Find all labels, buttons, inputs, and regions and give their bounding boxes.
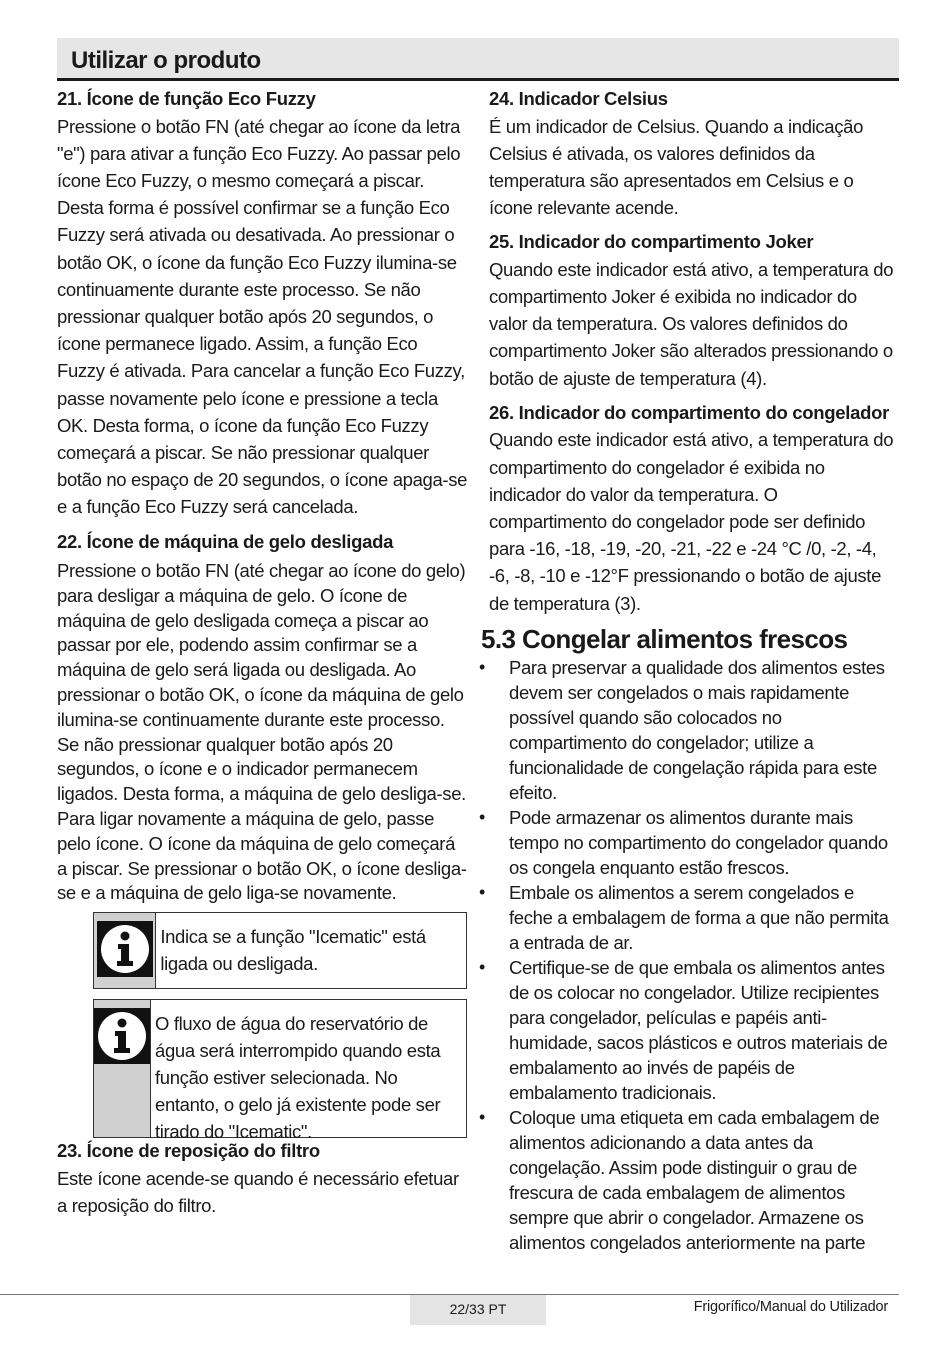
section-23-body: Este ícone acende-se quando é necessário efetuar a reposição do filtro. <box>57 1167 459 1216</box>
list-item: • Para preservar a qualidade dos alimentos estes devem ser congelados o mais rapidamente possível quando são colocados no compartimento do congelador; utilize a funcionalidade de congelação rápida para este efeito. <box>479 656 885 803</box>
list-item: • Embale os alimentos a serem congelados e feche a embalagem de forma a que não permita a entrada de ar. <box>479 881 889 953</box>
page-title: Utilizar o produto <box>71 47 261 74</box>
info-note-water-flow <box>93 999 467 1143</box>
info-icon <box>97 921 153 982</box>
info-note-icematic <box>93 912 467 989</box>
section-25-title: 25. Indicador do compartimento Joker <box>489 231 814 253</box>
section-24-body: É um indicador de Celsius. Quando a indicação Celsius é ativada, os valores definidos da temperatura são apresentados em Celsius e o ícone relevante acende. <box>489 115 864 219</box>
list-item: • Coloque uma etiqueta em cada embalagem de alimentos adicionando a data antes da congelação. Assim pode distinguir o grau de frescura de cada embalagem de alimentos sempre que abrir o congelador. Armazene os alimentos congelados anteriormente na parte <box>479 1106 880 1253</box>
section-22-title: 22. Ícone de máquina de gelo desligada <box>57 530 394 552</box>
info-icon-box <box>94 1000 151 1137</box>
list-item: • Pode armazenar os alimentos durante mais tempo no compartimento do congelador quando os congela enquanto estão frescos. <box>479 806 888 878</box>
info-icon <box>94 1008 150 1069</box>
note-text: O fluxo de água do reservatório de água será interrompido quando esta função estiver selecionada. No entanto, o gelo já existente pode ser tirado do "Icematic". <box>155 1013 441 1143</box>
right-column <box>479 86 899 1255</box>
manual-title: Frigorífico/Manual do Utilizador <box>693 1299 888 1315</box>
section-26-title: 26. Indicador do compartimento do congelador <box>489 401 890 423</box>
page-header <box>57 38 899 81</box>
section-21-title: 21. Ícone de função Eco Fuzzy <box>57 88 316 109</box>
section-23-title: 23. Ícone de reposição do filtro <box>57 1140 320 1162</box>
page-number: 22/33 PT <box>410 1295 546 1325</box>
section-5-3-title: 5.3 Congelar alimentos frescos <box>481 623 848 654</box>
section-25-body: Quando este indicador está ativo, a temperatura do compartimento Joker é exibida no indicador do valor da temperatura. Os valores definidos do compartimento Joker são alterados pressionando o botão de ajuste de temperatura (4). <box>489 258 894 389</box>
info-icon-box <box>94 913 156 988</box>
section-24-title: 24. Indicador Celsius <box>489 88 668 109</box>
freezing-tips-list <box>479 655 899 1255</box>
list-item: • Certifique-se de que embala os alimentos antes de os colocar no congelador. Utilize recipientes para congelador, películas e papéis anti-humidade, sacos plásticos e outros materiais de embalamento ao invés de papéis de embalamento tradicionais. <box>479 956 888 1103</box>
section-22-body: Pressione o botão FN (até chegar ao ícone do gelo) para desligar a máquina de gelo. O ícone de máquina de gelo desligada começa a piscar ao passar por ele, podendo assim confirmar se a máquina de gelo será ligada ou desligada. Ao pressionar o botão OK, o ícone da máquina de gelo ilumina-se continuamente durante este processo. Se não pressionar qualquer botão após 20 segundos, o ícone e o indicador permanecem ligados. Desta forma, a máquina de gelo desliga-se. Para ligar novamente a máquina de gelo, passe pelo ícone. O ícone da máquina de gelo começará a piscar. Se pressionar o botão OK, o ícone desliga-se e a máquina de gelo liga-se novamente. <box>57 560 467 904</box>
section-21-body: Pressione o botão FN (até chegar ao ícone da letra "e") para ativar a função Eco Fuzzy. Ao passar pelo ícone Eco Fuzzy, o mesmo começará a piscar. Desta forma é possível confirmar se a função Eco Fuzzy será ativada ou desativada. Ao pressionar o botão OK, o ícone da função Eco Fuzzy ilumina-se continuamente durante este processo. Se não pressionar qualquer botão após 20 segundos, o ícone permanece ligado. Assim, a função Eco Fuzzy é ativada. Para cancelar a função Eco Fuzzy, passe novamente pelo ícone e pressione a tecla OK. Desta forma, o ícone da função Eco Fuzzy começará a piscar. Se não pressionar qualquer botão no espaço de 20 segundos, o ícone apaga-se e a função Eco Fuzzy será cancelada. <box>57 115 468 518</box>
left-column <box>57 86 469 1219</box>
section-26-body: Quando este indicador está ativo, a temperatura do compartimento do congelador é exibida no indicador do valor da temperatura. O compartimento do congelador pode ser definido para -16, -18, -19, -20, -21, -22 e -24 °C /0, -2, -4, -6, -8, -10 e -12°F pressionando o botão de ajuste de temperatura (3). <box>489 429 894 614</box>
note-text: Indica se a função "Icematic" está ligada ou desligada. <box>160 926 426 975</box>
